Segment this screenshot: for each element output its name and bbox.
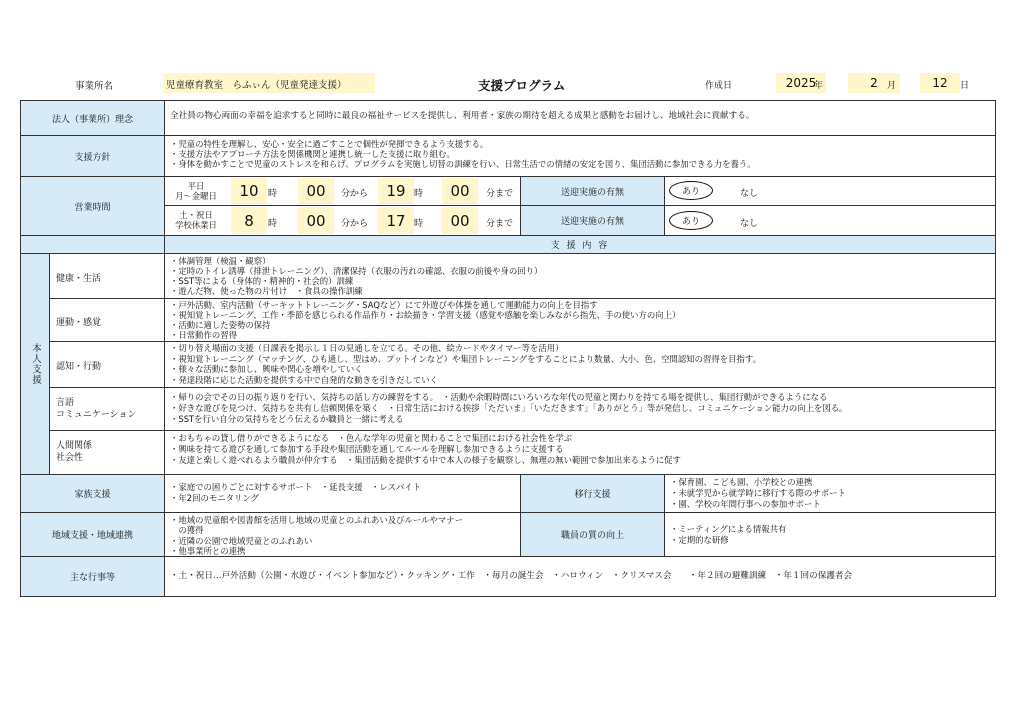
content-line: ・発達段階に応じた活動を提供する中で自発的な動きを引きだしていく xyxy=(170,374,438,385)
from-text: 分から xyxy=(341,219,369,229)
page-title: 支援プログラム xyxy=(478,78,566,93)
content-line: ・興味を持てる遊びを通して参加する手段や集団活動を通してルールを理解し参加できるように支援する xyxy=(170,444,564,454)
office-label: 事業所名 xyxy=(75,81,114,92)
category-language-content xyxy=(164,387,996,431)
content-line: ・地域の児童館や図書館を活用し地域の児童とのふれあい及びルールやマナー xyxy=(170,515,463,525)
family-label: 家族支援 xyxy=(20,474,165,513)
day-unit: 日 xyxy=(960,81,970,91)
office-name: 児童療育教室 らふぃん（児童発達支援） xyxy=(163,73,375,93)
until-text: 分まで xyxy=(486,189,514,199)
policy-text xyxy=(164,135,996,177)
content-line: ・未就学児から就学時に移行する際のサポート xyxy=(670,488,846,498)
weekday-line1: 平日 xyxy=(187,181,205,191)
created-month: 2 xyxy=(848,73,900,93)
content-line: ・ミーティングによる情報共有 xyxy=(670,524,787,534)
hours-label: 営業時間 xyxy=(20,176,165,236)
content-line: ・視知覚トレーニング、工作・季節を感じられる作品作り・お絵描き・学習支援（感覚や感触を楽しみながら指先、手の使い方の向上） xyxy=(170,310,681,320)
created-label: 作成日 xyxy=(705,81,733,91)
content-line: ・切り替え場面の支援（日課表を掲示し１日の見通しを立てる。その他、絵カードやタイマー等を活用） xyxy=(170,343,564,353)
category-language-label xyxy=(49,387,165,431)
category-motor-content xyxy=(164,298,996,342)
weekday-start-hour: 10 xyxy=(231,178,267,204)
category-social-line2: 社会性 xyxy=(56,453,84,463)
category-cognition-label: 認知・行動 xyxy=(49,341,165,388)
holiday-start-hour: 8 xyxy=(231,207,267,234)
content-line: ・友達と楽しく遊べれるよう職員が仲介する ・集団活動を提供する中で本人の様子を観察し、無理の無い範囲で参加出来るように促す xyxy=(170,455,681,465)
category-social-content xyxy=(164,430,996,475)
philosophy-label: 法人（事業所）理念 xyxy=(20,100,165,136)
family-content xyxy=(164,474,521,513)
transition-label: 移行支援 xyxy=(520,474,665,513)
created-day: 12 xyxy=(920,73,960,93)
transport-cell xyxy=(664,176,996,206)
holiday-end-minute: 00 xyxy=(442,207,478,234)
content-line: ・戸外活動、室内活動（サーキットトレーニング・SAQなど）にて外遊びや体操を通して運動能力の向上を目指す xyxy=(170,300,598,310)
weekday-start-minute: 00 xyxy=(298,178,334,204)
content-line: ・定期的な研修 xyxy=(670,535,729,545)
category-social-label xyxy=(49,430,165,475)
support-content-header: 支 援 内 容 xyxy=(164,235,996,254)
transport-label: 送迎実施の有無 xyxy=(520,205,665,236)
content-line: の獲得 xyxy=(170,525,204,536)
content-line: ・保育園、こども園、小学校との連携 xyxy=(670,477,813,487)
weekday-end-minute: 00 xyxy=(442,178,478,204)
transport-yes-circled: あり xyxy=(669,211,713,230)
policy-line: ・身体を動かすことで児童のストレスを和らげ、プログラムを実施し切替の訓練を行い、日常生活での情緒の安定を図り、集団活動に参加できる力を養う。 xyxy=(170,158,756,169)
transport-yes-circled: あり xyxy=(669,181,713,200)
staff-content xyxy=(664,512,996,557)
philosophy-text: 全社員の物心両面の幸福を追求すると同時に最良の福祉サービスを提供し、利用者・家族の期待を超える成果と感動をお届けし、地域社会に貢献する。 xyxy=(164,100,996,136)
content-line: ・活動に適した姿勢の保持 xyxy=(170,320,271,330)
content-line: ・様々な活動に参加し、興味や関心を増やしていく xyxy=(170,364,363,374)
content-line: ・好きな遊びを見つけ、気持ちを共有し信頼関係を築く ・日常生活における挨拶「ただいま」「いただきます」「ありがとう」等が発信し、コミュニケーション能力の向上を図る。 xyxy=(170,403,848,413)
content-line: ・近隣の公園で地域児童とのふれあい xyxy=(170,535,313,546)
content-line: ・SSTを行い自分の気持ちをどう伝えるか職員と一緒に考える xyxy=(170,414,404,424)
transport-no: なし xyxy=(740,189,759,199)
content-line: ・年2回のモニタリング xyxy=(170,493,259,503)
category-language-line1: 言語 xyxy=(56,398,75,408)
personal-support-text: 本人支援 xyxy=(30,343,41,385)
content-line: ・帰りの会でその日の振り返りを行い、気持ちの話し方の練習をする。 ・活動や余暇時間にいろいろな年代の児童と関わりを持てる場を提供し、集団行動ができるようになる xyxy=(170,392,828,402)
until-text: 分まで xyxy=(486,219,514,229)
hour-unit: 時 xyxy=(414,219,424,229)
community-label: 地域支援・地域連携 xyxy=(20,512,165,557)
from-text: 分から xyxy=(341,189,369,199)
category-language-line2: コミュニケーション xyxy=(56,410,137,420)
content-line: ・日常動作の習得 xyxy=(170,330,237,340)
content-line: ・定時のトイレ誘導（排泄トレーニング）、清潔保持（衣服の汚れの確認、衣服の前後や身の回り） xyxy=(170,266,543,276)
policy-label: 支援方針 xyxy=(20,135,165,177)
policy-line: ・支援方法やアプローチ方法を関係機関と連携し統一した支援に取り組む。 xyxy=(170,148,455,159)
transport-cell xyxy=(664,205,996,236)
staff-label: 職員の質の向上 xyxy=(520,512,665,557)
transition-content xyxy=(664,474,996,513)
transport-no: なし xyxy=(740,219,759,229)
content-line: ・園、学校の年間行事への参加サポート xyxy=(670,499,821,509)
content-line: ・SST等による（身体的・精神的・社会的）訓練 xyxy=(170,276,354,286)
events-label: 主な行事等 xyxy=(20,556,165,597)
category-social-line1: 人間関係 xyxy=(56,441,93,451)
holiday-end-hour: 17 xyxy=(378,207,414,234)
created-year: 2025 xyxy=(776,73,826,93)
category-health-content xyxy=(164,253,996,299)
holiday-label xyxy=(166,208,226,232)
events-content: ・土・祝日…戸外活動（公園・水遊び・イベント参加など）・クッキング・工作 ・毎月の誕生会 ・ハロウィン ・クリスマス会 ・年２回の避難訓練 ・年１回の保護者会 xyxy=(164,556,996,597)
hour-unit: 時 xyxy=(268,189,278,199)
category-cognition-content xyxy=(164,341,996,388)
month-unit: 月 xyxy=(887,81,897,91)
content-line: ・おもちゃの貸し借りができるようになる ・色んな学年の児童と関わることで集団における社会性を学ぶ xyxy=(170,433,572,443)
holiday-line1: 土・祝日 xyxy=(179,210,213,220)
hour-unit: 時 xyxy=(268,219,278,229)
content-line: ・家庭での困りごとに対するサポート ・延長支援 ・レスパイト xyxy=(170,482,421,492)
transport-label: 送迎実施の有無 xyxy=(520,176,665,206)
content-line: ・体調管理（検温・観察） xyxy=(170,256,271,266)
support-header-spacer xyxy=(20,235,165,254)
hour-unit: 時 xyxy=(414,189,424,199)
content-line: ・他事業所との連携 xyxy=(170,545,246,556)
year-unit: 年 xyxy=(814,81,824,91)
weekday-end-hour: 19 xyxy=(378,178,414,204)
content-line: ・視知覚トレーニング（マッチング、ひも通し、型はめ、プットインなど）や集団トレーニングをすることにより数量、大小、色、空間認知の習得を目指す。 xyxy=(170,353,762,364)
content-line: ・遊んだ物、使った物の片付け ・食具の操作訓練 xyxy=(170,286,363,296)
category-motor-label: 運動・感覚 xyxy=(49,298,165,342)
weekday-line2: 月～金曜日 xyxy=(175,191,217,201)
policy-line: ・児童の特性を理解し、安心・安全に過ごすことで個性が発揮できるよう支援する。 xyxy=(170,139,489,149)
personal-support-label xyxy=(20,253,50,475)
holiday-start-minute: 00 xyxy=(298,207,334,234)
community-content xyxy=(164,512,521,557)
weekday-label xyxy=(166,179,226,203)
holiday-line2: 学校休業日 xyxy=(175,220,217,230)
category-health-label: 健康・生活 xyxy=(49,253,165,299)
